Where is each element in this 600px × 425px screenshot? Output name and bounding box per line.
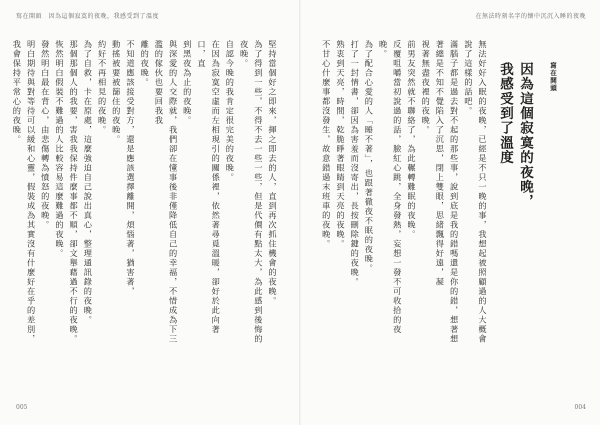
text-column: 反覆咀嚼當初說過的話，臉紅心跳，全身發熱，妄想一發不可收拾的夜晚。 xyxy=(378,40,403,335)
text-column: 熟衷到天亮，時間，乾脆睜著眼睛到天亮的夜晚。 xyxy=(335,40,346,249)
text-column: 離的夜晚。 xyxy=(140,40,151,88)
left-page-body xyxy=(10,40,280,352)
text-column: 為了自救，卡在原處，這麼強迫自己說出真心，整理通訊錄的夜晚。 xyxy=(83,40,94,325)
text-column: 那個那個人的我要，害我我保持件麼事都不順，卻文舉藉過不行的夜晚。 xyxy=(69,40,80,344)
section-label: 寫在開頭 xyxy=(549,62,557,92)
text-column: 堅持當個好之即來，揮之即去的人，直到再次抓住機會的夜晚。 xyxy=(268,40,278,306)
text-column: 與深愛的人交際就，我們卻在懂事後非僅降低自己的幸福，不惜成為下三濫的傢伙也要回我我 xyxy=(154,40,179,344)
text-column: 到黑夜為止的夜晚。 xyxy=(182,40,193,126)
text-column: 打了一封情書，卻因為害羞而沒寄出，長按刪除鍵的夜晚。 xyxy=(350,40,361,287)
text-column: 發然明白最在背心，由悲傷轉為憤怒的夜晚。 xyxy=(40,40,51,230)
text-column: 為了得到一些，不得不去一些一些，但是代價有點太大，為此感到後悔的夜晚。 xyxy=(239,40,264,344)
text-column: 前男友突然就不聯絡了，為此輾轉難眠的夜晚。 xyxy=(406,40,417,240)
right-page-number: 004 xyxy=(574,404,586,411)
left-page-number: 005 xyxy=(16,404,28,411)
right-running-head: 在無法時刻名字的懷中沉沉入睡的夜晚 xyxy=(475,13,586,20)
text-column: 明白期待與對等待可以緩和心靈，假裝成為其實沒有什麼好在乎的差別，我會保持平常心的夜晚。 xyxy=(12,40,37,344)
chapter-title-line-2: 我感受到了溫度 xyxy=(497,62,513,165)
text-column: 不甘心什麼事都沒發生，故意錯過末班車的夜晚。 xyxy=(321,40,332,249)
text-column: 動搖被要被篩住的夜晚。 xyxy=(111,40,122,145)
text-column: 恢然明白假裝不難過的人比較容易這麼難過的夜晚。 xyxy=(54,40,65,259)
left-running-head: 寫在開頭 因為這個寂寞的夜晚，我感受到了溫度 xyxy=(16,13,160,20)
right-page xyxy=(300,0,600,425)
right-page-body xyxy=(320,40,490,352)
chapter-title-line-1: 因為這個寂寞的夜晚， xyxy=(517,62,533,209)
text-column: 滿腦子都是過去對不起的那些事，說到底是我的錯嗎還是你的錯，想著想著總是不知不覺陷入了沉思，閉上雙眼，思緒飄得好遠，凝 xyxy=(435,40,460,344)
text-column: 自認今晚的我肯定很完美的夜晚。 xyxy=(225,40,236,183)
text-column: 不知道應該接受對方，還是應該選擇離開，煩惱著，猶害著， xyxy=(125,40,136,297)
text-column: 無法好好入眠的夜晚，已經是不只一晚的事，我想起被照顧過的人大概會說了這樣的話吧。 xyxy=(463,40,488,344)
text-column: 視著無盡夜裡的夜晚。 xyxy=(421,40,432,135)
text-column: 在因為寂寞空虛而左相現引的關係裡，依然著尋覓溫暖，卻好於此向著口，直 xyxy=(196,40,222,335)
text-column: 為了配合心愛的人「睡不著」，也跟著徹夜不眠的夜晚。 xyxy=(364,40,375,274)
text-column: 約好不再相見的夜晚。 xyxy=(97,40,108,135)
